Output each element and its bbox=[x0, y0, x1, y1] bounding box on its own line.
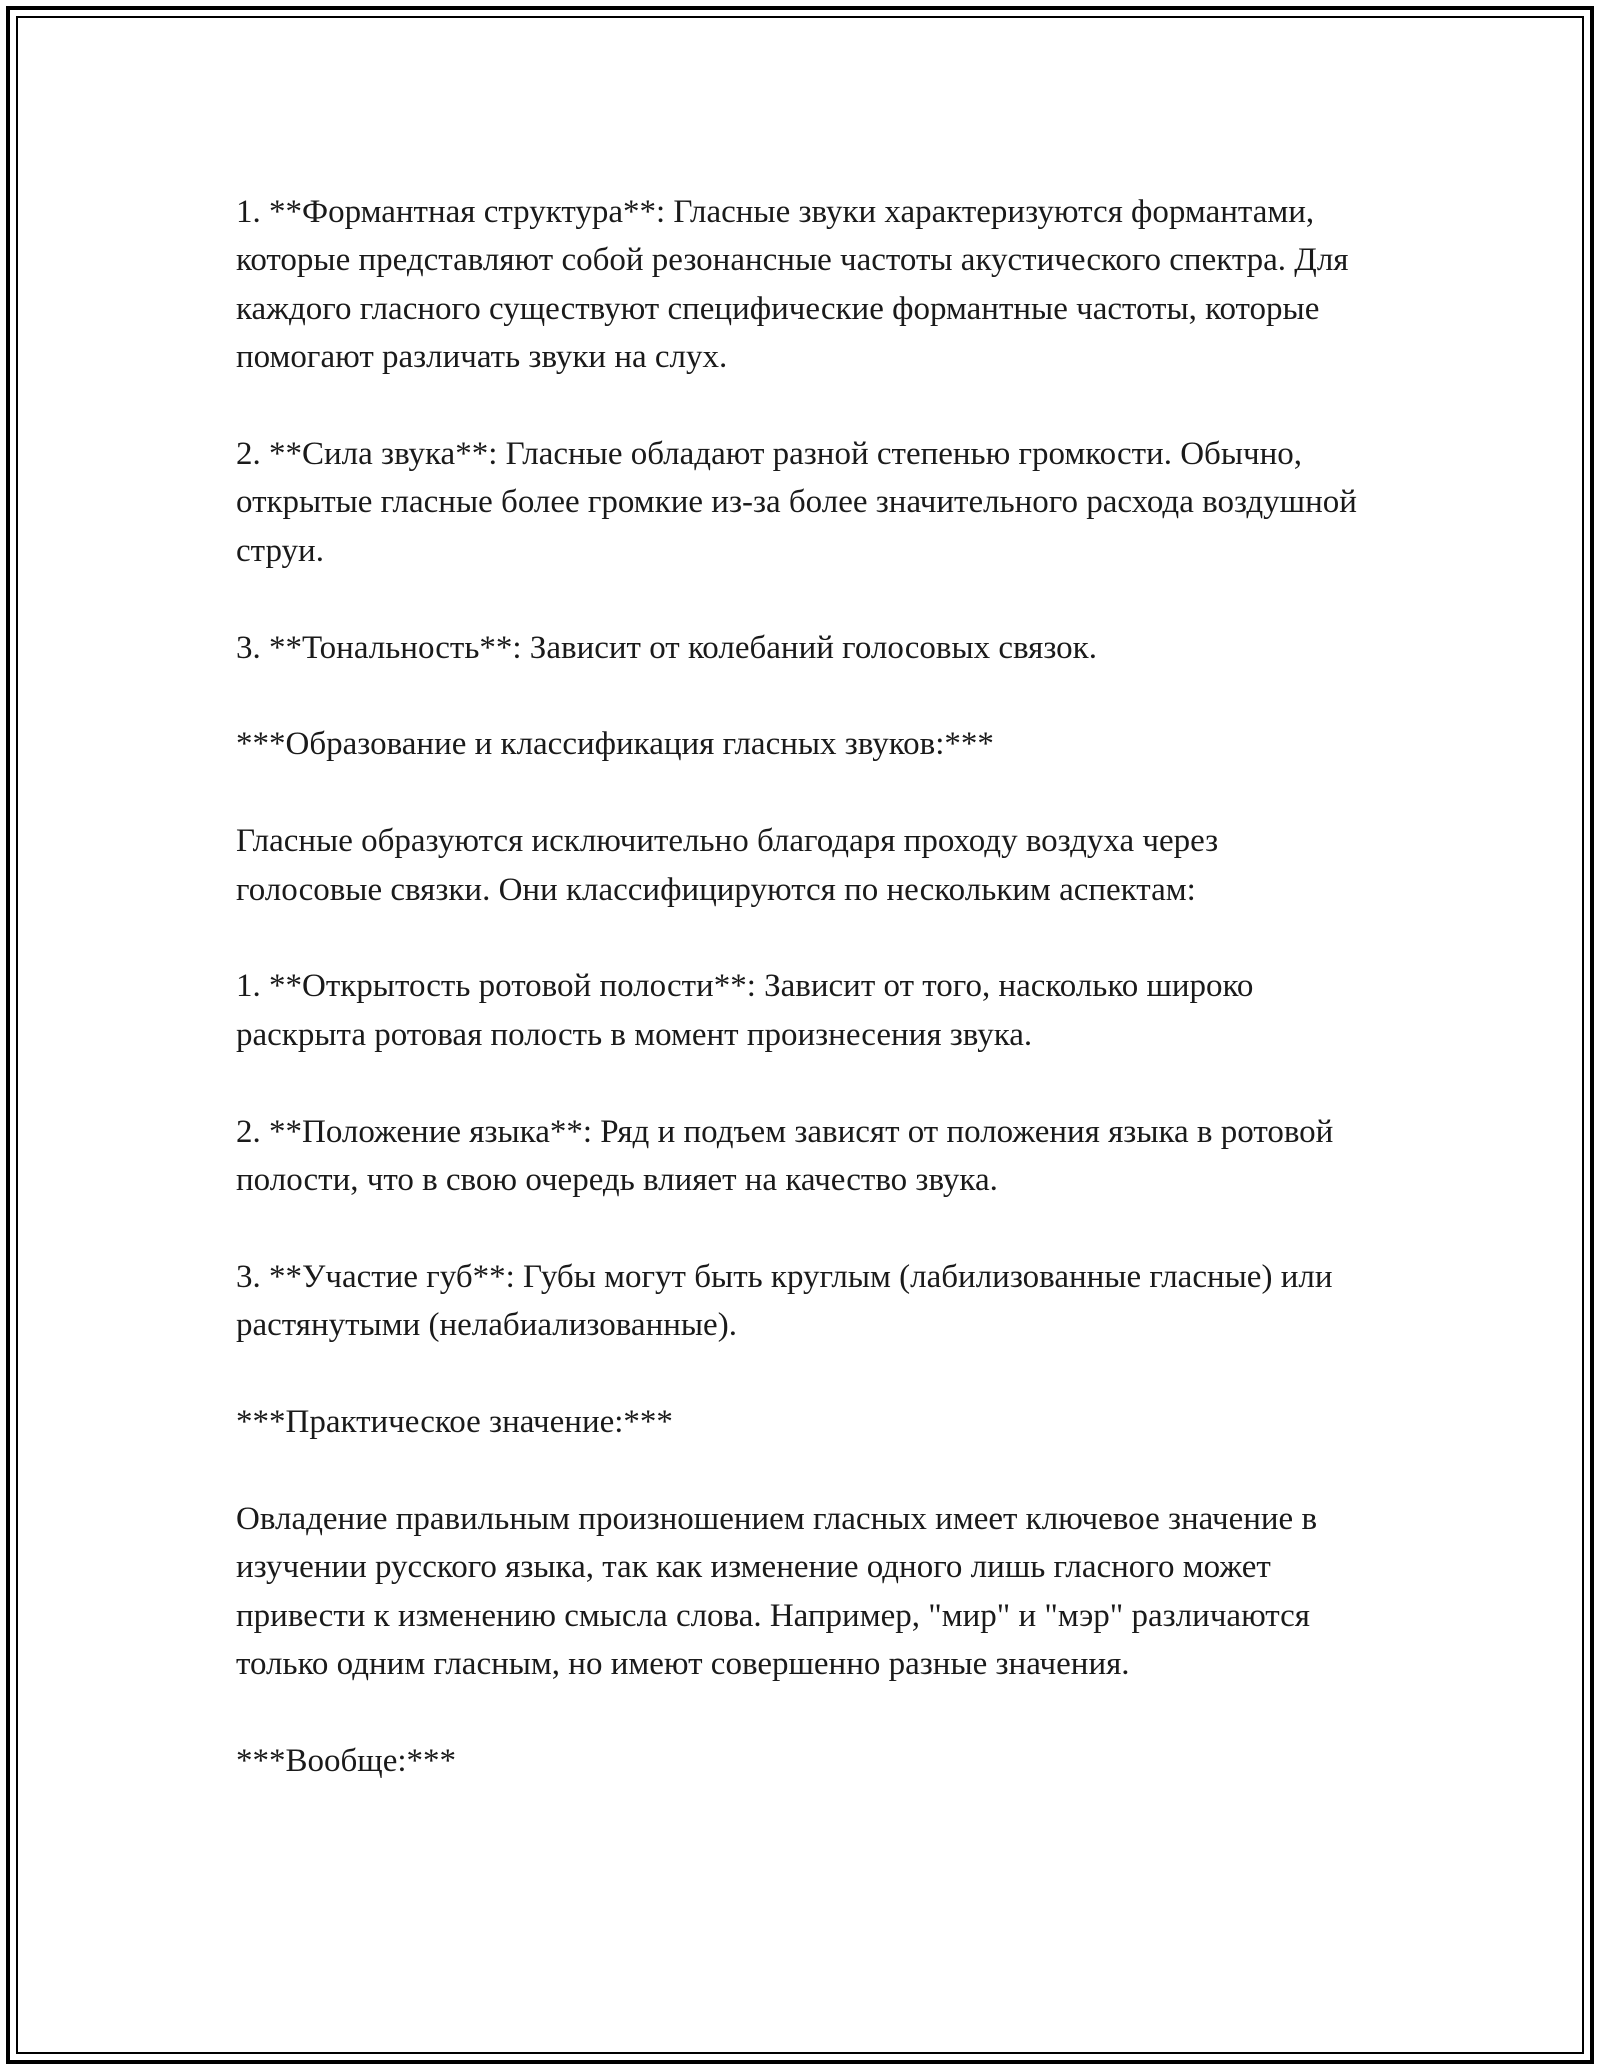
paragraph-tonality: 3. **Тональность**: Зависит от колебаний голосовых связок. bbox=[236, 629, 1097, 666]
paragraph-formation-intro: Гласные образуются исключительно благодаря проходу воздуха через голосовые связки. Они классифицируются по нескольким аспектам: bbox=[236, 823, 1219, 908]
paragraph-tongue-position: 2. **Положение языка**: Ряд и подъем зависят от положения языка в ротовой полости, что в свою очередь влияет на качество звука. bbox=[236, 1113, 1334, 1199]
section-heading-practical: ***Практическое значение:*** bbox=[236, 1404, 673, 1441]
paragraph-practical-significance: Овладение правильным произношением гласных имеет ключевое значение в изучении русского языка, так как изменение одного лишь гласного может привести к изменению смысла слова. Например, "мир" и "мэр" различаются только одним гласным, но имеют совершенно разные значения. bbox=[236, 1500, 1318, 1683]
section-heading-formation: ***Образование и классификация гласных звуков:*** bbox=[236, 726, 994, 763]
section-heading-general: ***Вообще:*** bbox=[236, 1742, 457, 1779]
paragraph-formant-structure: 1. **Формантная структура**: Гласные звуки характеризуются формантами, которые представляют собой резонансные частоты акустического спектра. Для каждого гласного существуют специфические формантные частоты, которые помогают различать звуки на слух. bbox=[236, 194, 1349, 376]
paragraph-sound-strength: 2. **Сила звука**: Гласные обладают разной степенью громкости. Обычно, открытые гласные более громкие из-за более значительного расхода воздушной струи. bbox=[236, 436, 1357, 569]
paragraph-mouth-openness: 1. **Открытость ротовой полости**: Зависит от того, насколько широко раскрыта ротовая полость в момент произнесения звука. bbox=[236, 968, 1254, 1053]
paragraph-lip-participation: 3. **Участие губ**: Губы могут быть круглым (лабилизованные гласные) или растянутыми (нелабиализованные). bbox=[236, 1258, 1333, 1344]
document-body bbox=[236, 188, 1366, 1785]
